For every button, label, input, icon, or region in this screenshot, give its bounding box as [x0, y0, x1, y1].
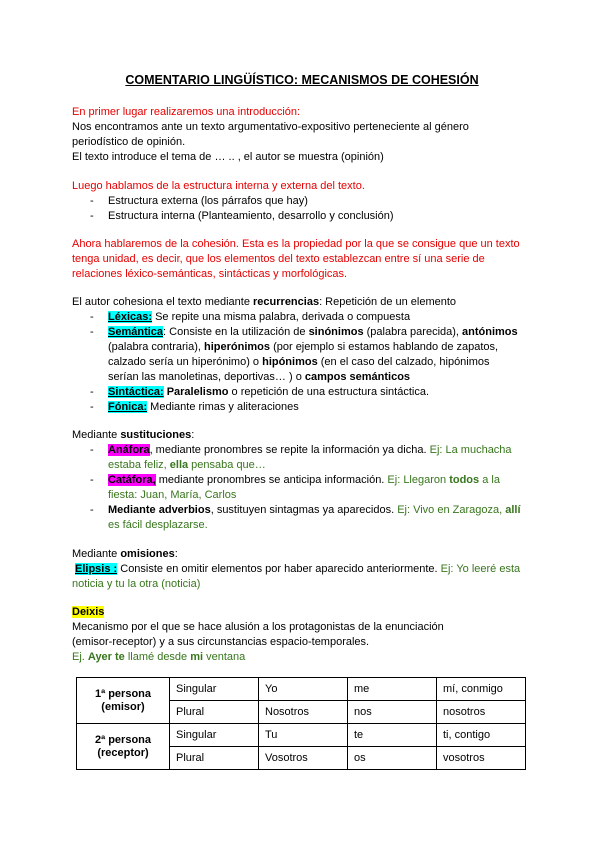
person-cell: 1ª persona (emisor) [77, 678, 170, 724]
table-cell: Plural [170, 747, 259, 770]
elipsis-label: Elipsis : [75, 563, 118, 575]
elipsis-item: Elipsis : Consiste en omitir elementos por haber aparecido anteriormente. Ej: Yo leeré esta [75, 563, 521, 575]
table-row [77, 678, 526, 701]
elipsis-example: noticia y tu la otra (noticia) [72, 578, 201, 590]
table-cell: nos [348, 701, 437, 724]
lexicas-label: Léxicas: [108, 311, 153, 323]
intro-line-2: periodístico de opinión. [72, 136, 186, 148]
table-cell: Singular [170, 678, 259, 701]
table-cell: nosotros [437, 701, 526, 724]
person-cell: 2ª persona (receptor) [77, 724, 170, 770]
intro-heading: En primer lugar realizaremos una introducción: [72, 106, 301, 118]
cohesion-line-1: Ahora hablaremos de la cohesión. Esta es la propiedad por la que se consigue que un texto [72, 238, 520, 250]
table-cell: te [348, 724, 437, 747]
sintactica-label: Sintáctica: [108, 386, 164, 398]
table-cell: me [348, 678, 437, 701]
table-cell: Singular [170, 724, 259, 747]
structure-heading: Luego hablamos de la estructura interna y externa del texto. [72, 180, 365, 192]
sustituciones-lead: Mediante sustituciones: [72, 429, 195, 441]
deixis-example: Ej. Ayer te llamé desde mi ventana [72, 651, 246, 663]
fonica-label: Fónica: [108, 401, 148, 413]
table-cell: Yo [259, 678, 348, 701]
page-title: COMENTARIO LINGÜÍSTICO: MECANISMOS DE COHESIÓN [125, 73, 479, 87]
table-cell: ti, contigo [437, 724, 526, 747]
adverbios-label: Mediante adverbios [108, 504, 211, 516]
intro-line-1: Nos encontramos ante un texto argumentativo-expositivo perteneciente al género [72, 121, 469, 133]
catafora-label: Catáfora, [108, 474, 156, 486]
intro-line-3: El texto introduce el tema de … .. , el autor se muestra (opinión) [72, 151, 384, 163]
table-row [77, 724, 526, 747]
bullet-dash: - [90, 210, 94, 222]
table-cell: Vosotros [259, 747, 348, 770]
table-cell: os [348, 747, 437, 770]
cohesion-line-2: tenga unidad, es decir, que los elementos del texto establezcan entre sí una serie de [72, 253, 485, 265]
table-cell: Tu [259, 724, 348, 747]
recurrencias-lead: El autor cohesiona el texto mediante recurrencias: Repetición de un elemento [72, 296, 457, 308]
table-cell: Nosotros [259, 701, 348, 724]
table-cell: Plural [170, 701, 259, 724]
anafora-label: Anáfora [108, 444, 150, 456]
bullet-dash: - [90, 195, 94, 207]
cohesion-line-3: relaciones léxico-semánticas, sintácticas y morfológicas. [72, 268, 348, 280]
deixis-line-1: Mecanismo por el que se hace alusión a los protagonistas de la enunciación [72, 621, 444, 633]
table-cell: mí, conmigo [437, 678, 526, 701]
deixis-heading: Deixis [72, 606, 105, 618]
deixis-line-2: (emisor-receptor) y a sus circunstancias espacio-temporales. [72, 636, 370, 648]
table-cell: vosotros [437, 747, 526, 770]
semantica-label: Semántica [108, 326, 164, 338]
omisiones-lead: Mediante omisiones: [72, 548, 178, 560]
pronoun-table [76, 677, 526, 770]
